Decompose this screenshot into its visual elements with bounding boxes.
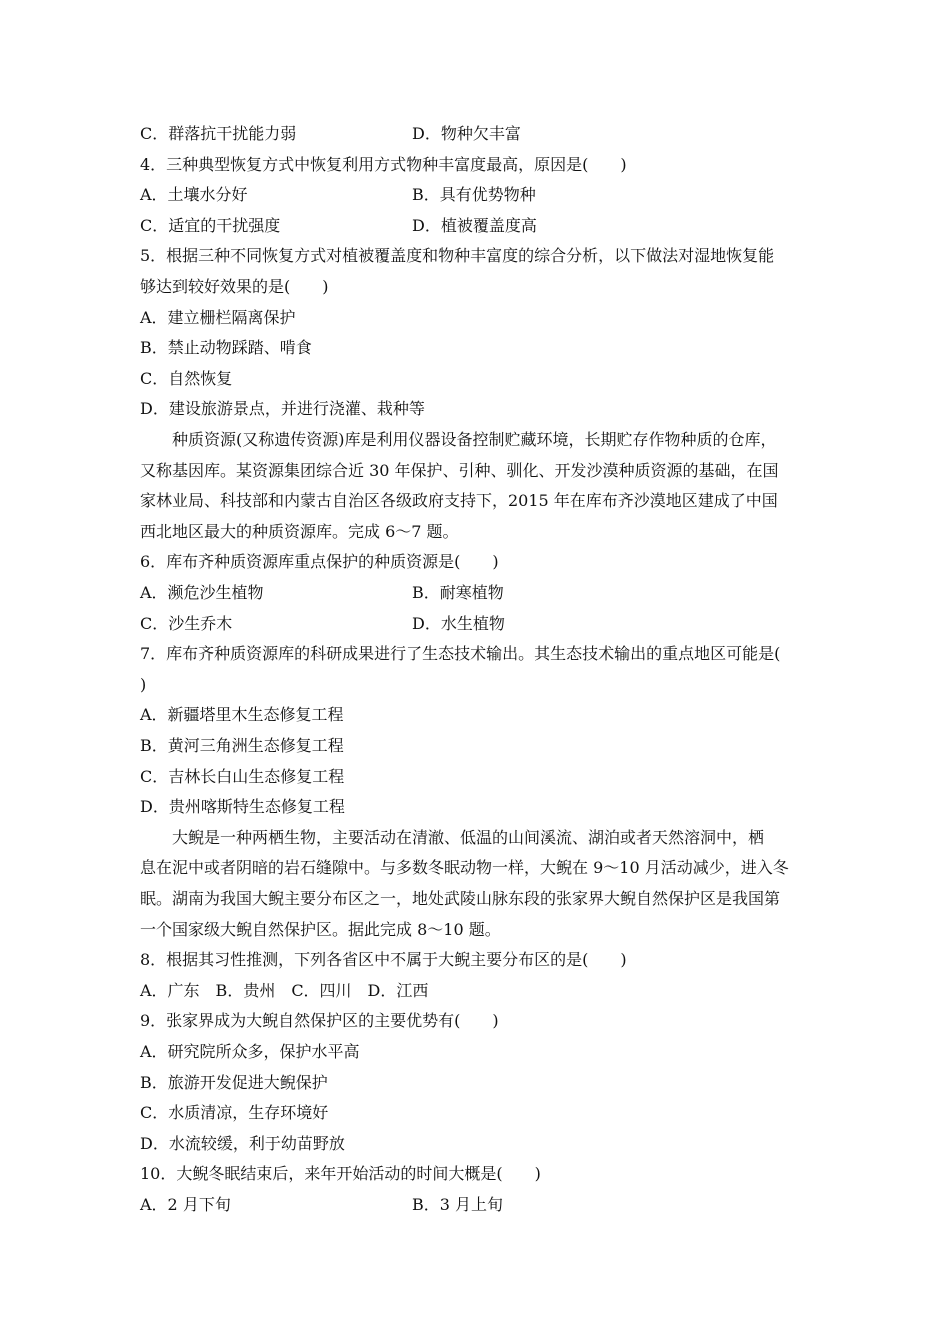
text-line: C．自然恢复 [140,368,233,388]
text-line: C．吉林长白山生态修复工程 [140,766,345,786]
text-line: 6．库布齐种质资源库重点保护的种质资源是( ) [140,552,499,572]
option-left: C．沙生乔木 [140,613,233,633]
text-line: 眠。湖南为我国大鲵主要分布区之一，地处武陵山脉东段的张家界大鲵自然保护区是我国第 [140,889,781,908]
text-line: B．旅游开发促进大鲵保护 [140,1072,328,1092]
text-line: 又称基因库。某资源集团综合近 30 年保护、引种、驯化、开发沙漠种质资源的基础，在国 [140,460,779,480]
text-line: D．水流较缓，利于幼苗野放 [140,1133,345,1153]
option-right: D．植被覆盖度高 [412,215,537,235]
option-row [140,124,820,144]
option-row [140,185,820,205]
text-line: B．黄河三角洲生态修复工程 [140,736,344,755]
option-left: A．土壤水分好 [140,185,248,205]
text-line: 够达到较好效果的是( ) [140,277,329,296]
text-line: 西北地区最大的种质资源库。完成 6～7 题。 [140,521,459,541]
text-line: 种质资源(又称遗传资源)库是利用仪器设备控制贮藏环境，长期贮存作物种质的仓库， [140,430,777,449]
text-line: 7．库布齐种质资源库的科研成果进行了生态技术输出。其生态技术输出的重点地区可能是( [140,644,781,664]
text-line: 9．张家界成为大鲵自然保护区的主要优势有( ) [140,1011,499,1031]
option-left: C．适宜的干扰强度 [140,215,281,235]
option-row [140,614,820,634]
text-line: 一个国家级大鲵自然保护区。据此完成 8～10 题。 [140,919,501,939]
option-row [140,216,820,236]
text-line: D．贵州喀斯特生态修复工程 [140,797,345,817]
text-line: A．研究院所众多，保护水平高 [140,1042,360,1061]
text-line: 5．根据三种不同恢复方式对植被覆盖度和物种丰富度的综合分析，以下做法对湿地恢复能 [140,246,775,266]
option-left: A．2 月下旬 [140,1195,231,1214]
option-left: C．群落抗干扰能力弱 [140,124,297,143]
text-line: A．建立栅栏隔离保护 [140,307,296,327]
option-right: B．耐寒植物 [412,583,504,602]
text-line: 大鲵是一种两栖生物，主要活动在清澈、低温的山间溪流、湖泊或者天然溶洞中，栖 [140,827,765,847]
option-right: D．水生植物 [412,613,505,633]
text-line: ) [140,674,147,694]
option-right: D．物种欠丰富 [412,124,521,143]
option-left: A．濒危沙生植物 [140,583,264,602]
text-line: 家林业局、科技部和内蒙古自治区各级政府支持下，2015 年在库布齐沙漠地区建成了中国 [140,491,778,511]
text-line: A．新疆塔里木生态修复工程 [140,705,344,725]
text-line: 10．大鲵冬眠结束后，来年开始活动的时间大概是( ) [140,1164,541,1184]
text-line: 8．根据其习性推测，下列各省区中不属于大鲵主要分布区的是( ) [140,950,627,970]
text-line: 4．三种典型恢复方式中恢复利用方式物种丰富度最高，原因是( ) [140,154,627,174]
option-right: B．具有优势物种 [412,185,536,205]
option-row [140,1195,820,1215]
text-line: B．禁止动物踩踏、啃食 [140,338,312,358]
text-line: 息在泥中或者阴暗的岩石缝隙中。与多数冬眠动物一样，大鲵在 9～10 月活动减少，进入冬 [140,858,789,878]
option-right: B．3 月上旬 [412,1195,504,1214]
text-line: C．水质清凉，生存环境好 [140,1103,329,1123]
option-row [140,583,820,603]
text-line: A．广东 B．贵州 C．四川 D．江西 [140,980,429,1000]
text-line: D．建设旅游景点，并进行浇灌、栽种等 [140,399,425,419]
